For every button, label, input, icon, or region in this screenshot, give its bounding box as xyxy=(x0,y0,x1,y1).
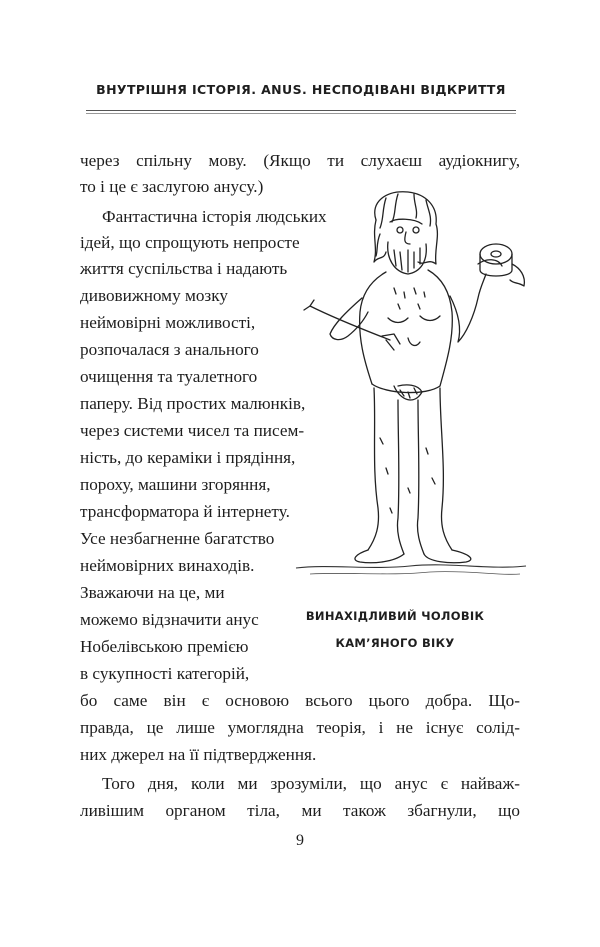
illustration-caption-line-1: ВИНАХІДЛИВИЙ ЧОЛОВІК xyxy=(305,609,485,623)
text-line: то і це є заслугою анусу.) xyxy=(80,177,264,196)
text-line: Усе незбагненне багатство xyxy=(80,529,275,548)
text-line: дивовижному мозку xyxy=(80,286,228,305)
text-line: Зважаючи на це, ми xyxy=(80,583,225,602)
caveman-illustration xyxy=(290,188,530,588)
text-line: Того дня, коли ми зрозуміли, що анус є найваж- xyxy=(102,774,520,793)
text-line: ідей, що спрощують непросте xyxy=(80,233,300,252)
text-line: через системи чисел та писем- xyxy=(80,421,305,440)
text-line: через спільну мову. (Якщо ти слухаєш аудіокнигу, xyxy=(80,151,520,170)
text-line: очищення та туалетного xyxy=(80,367,258,386)
text-line: можемо відзначити анус xyxy=(80,610,259,629)
illustration-caption-line-2: КАМ’ЯНОГО ВІКУ xyxy=(335,636,455,650)
text-line: Нобелівською премією xyxy=(80,637,249,656)
text-line: розпочалася з анального xyxy=(80,340,259,359)
page-number: 9 xyxy=(296,832,304,849)
running-head-rule xyxy=(86,110,516,111)
text-line: трансформатора й інтернету. xyxy=(80,502,290,521)
running-head-rule-second xyxy=(86,113,516,114)
text-line: ливішим органом тіла, ми також збагнули, що xyxy=(80,801,520,820)
running-head: ВНУТРІШНЯ ІСТОРІЯ. ANUS. НЕСПОДІВАНІ ВІДКРИТТЯ xyxy=(96,82,506,97)
text-line: життя суспільства і надають xyxy=(80,259,288,278)
text-line: бо саме він є основою всього цього добра. Що- xyxy=(80,691,520,710)
text-line: правда, це лише умоглядна теорія, і не існує солід- xyxy=(80,718,520,737)
text-line: паперу. Від простих малюнків, xyxy=(80,394,306,413)
text-line: в сукупності категорій, xyxy=(80,664,250,683)
text-line: неймовірних винаходів. xyxy=(80,556,255,575)
text-line: ність, до кераміки і прядіння, xyxy=(80,448,296,467)
text-line: неймовірні можливості, xyxy=(80,313,256,332)
text-line: пороху, машини згоряння, xyxy=(80,475,271,494)
text-line: Фантастична історія людських xyxy=(102,207,327,226)
text-line: них джерел на її підтвердження. xyxy=(80,745,317,764)
